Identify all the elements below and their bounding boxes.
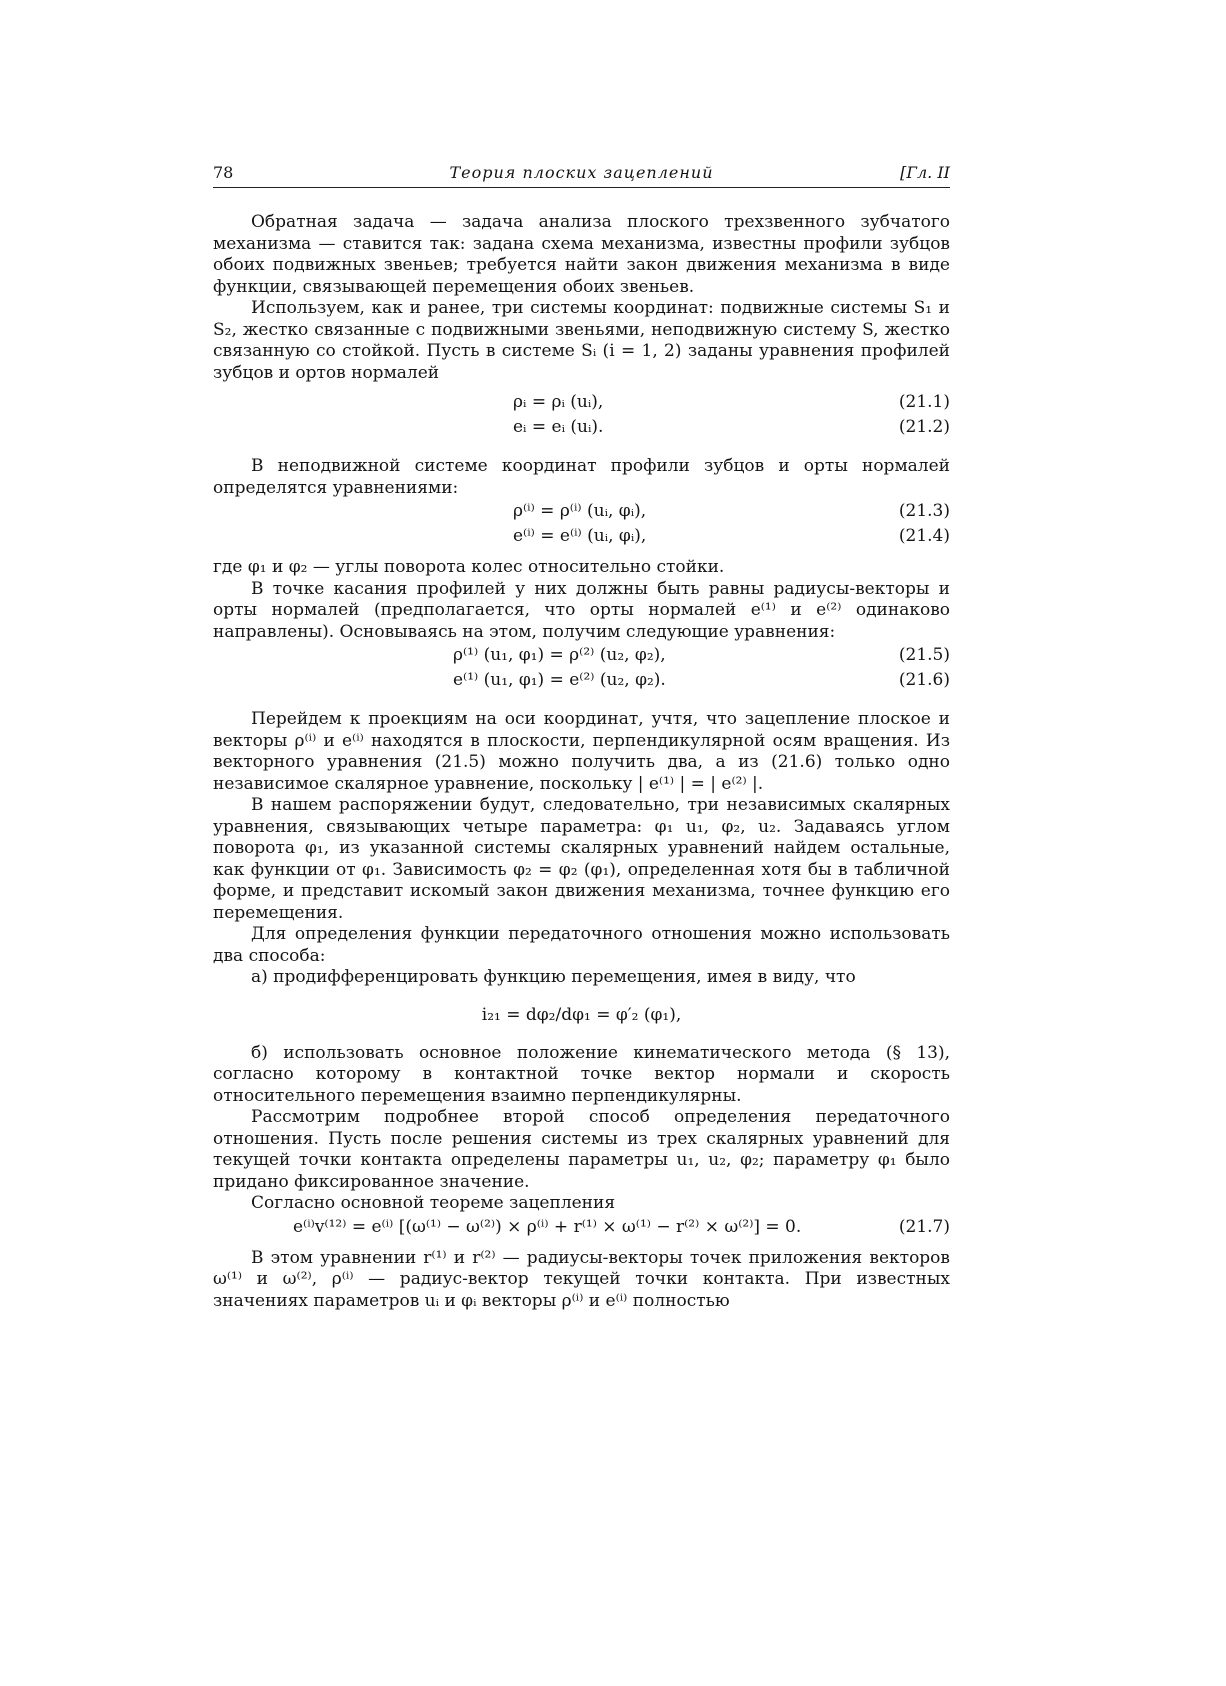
equation-21-3 [213,501,950,524]
paragraph: Обратная задача — задача анализа плоского трехзвенного зубчатого механизма — ставится так: задана схема механизма, известны профили зубцов обоих подвижных звеньев; требуется найти закон движения механизма в виде функции, связывающей перемещения обоих звеньев. [213,212,950,297]
paragraph: Согласно основной теореме зацепления [251,1193,616,1213]
equation-number: (21.3) [898,501,950,521]
header-rule [213,187,950,188]
equation-21-5 [213,645,950,668]
equation-formula: e⁽ⁱ⁾v⁽¹²⁾ = e⁽ⁱ⁾ [(ω⁽¹⁾ − ω⁽²⁾) × ρ⁽ⁱ⁾ + r⁽¹⁾ × ω⁽¹⁾ − r⁽²⁾ × ω⁽²⁾] = 0. [293,1216,802,1237]
paragraph: б) использовать основное положение кинематического метода (§ 13), согласно которому в контактной точке вектор нормали и скорость относительного перемещения взаимно перпендикулярны. [213,1042,950,1106]
equation-formula: i₂₁ = dφ₂/dφ₁ = φ′₂ (φ₁), [481,1004,682,1025]
equation-formula: ρ⁽¹⁾ (u₁, φ₁) = ρ⁽²⁾ (u₂, φ₂), [453,645,666,665]
equation-number: (21.2) [898,417,950,437]
paragraph: Перейдем к проекциям на оси координат, учтя, что зацепление плоское и векторы ρ⁽ⁱ⁾ и e⁽ⁱ⁾ находятся в плоскости, перпендикулярной осям вращения. Из векторного уравнения (21.5) можно получить два, а из (21.6) только одно независимое скалярное уравнение, поскольку | e⁽¹⁾ | = | e⁽²⁾ |. [213,709,950,794]
equation-gear-ratio [213,995,950,1037]
equation-number: (21.4) [898,526,950,546]
equation-number: (21.6) [898,670,950,690]
equation-formula: ρ⁽ⁱ⁾ = ρ⁽ⁱ⁾ (uᵢ, φᵢ), [513,501,647,521]
paragraph: Для определения функции передаточного отношения можно использовать два способа: [213,924,950,966]
equation-21-4 [213,526,950,549]
paragraph: где φ₁ и φ₂ — углы поворота колес относительно стойки. [213,557,725,577]
paragraph: а) продифференцировать функцию перемещения, имея в виду, что [251,967,856,987]
paragraph: В нашем распоряжении будут, следовательно, три независимых скалярных уравнения, связывающих четыре параметра: φ₁ u₁, φ₂, u₂. Задаваясь углом поворота φ₁, из указанной системы скалярных уравнений найдем остальные, как функции от φ₁. Зависимость φ₂ = φ₂ (φ₁), определенная хотя бы в табличной форме, и представит искомый закон движения механизма, точнее функцию его перемещения. [213,795,950,923]
page-body [213,212,950,1312]
running-header [213,163,950,187]
page-number: 78 [213,163,234,182]
chapter-label: [Гл. II [900,163,950,182]
equation-formula: e⁽¹⁾ (u₁, φ₁) = e⁽²⁾ (u₂, φ₂). [453,670,666,690]
equation-21-2 [213,417,950,440]
equation-formula: eᵢ = eᵢ (uᵢ). [513,417,604,437]
equation-21-6 [213,670,950,693]
equation-formula: ρᵢ = ρᵢ (uᵢ), [513,392,604,412]
running-title: Теория плоских зацеплений [449,163,714,182]
paragraph: Используем, как и ранее, три системы координат: подвижные системы S₁ и S₂, жестко связанные с подвижными звеньями, неподвижную систему S, жестко связанную со стойкой. Пусть в системе Sᵢ (i = 1, 2) заданы уравнения профилей зубцов и ортов нормалей [213,298,950,383]
equation-number: (21.7) [898,1216,950,1237]
equation-formula: e⁽ⁱ⁾ = e⁽ⁱ⁾ (uᵢ, φᵢ), [513,526,647,546]
paragraph: Рассмотрим подробнее второй способ определения передаточного отношения. Пусть после решения системы из трех скалярных уравнений для текущей точки контакта определены параметры u₁, u₂, φ₂; параметру φ₁ было придано фиксированное значение. [213,1107,950,1192]
equation-number: (21.5) [898,645,950,665]
equation-number: (21.1) [898,392,950,412]
paragraph: В этом уравнении r⁽¹⁾ и r⁽²⁾ — радиусы-векторы точек приложения векторов ω⁽¹⁾ и ω⁽²⁾, ρ⁽ⁱ⁾ — радиус-вектор текущей точки контакта. При известных значениях параметров uᵢ и φᵢ векторы ρ⁽ⁱ⁾ и e⁽ⁱ⁾ полностью [213,1247,950,1311]
paragraph: В неподвижной системе координат профили зубцов и орты нормалей определятся уравнениями: [213,456,950,498]
equation-21-1 [213,392,950,415]
equation-21-7 [213,1217,950,1240]
paragraph: В точке касания профилей у них должны быть равны радиусы-векторы и орты нормалей (предполагается, что орты нормалей e⁽¹⁾ и e⁽²⁾ одинаково направлены). Основываясь на этом, получим следующие уравнения: [213,578,950,642]
